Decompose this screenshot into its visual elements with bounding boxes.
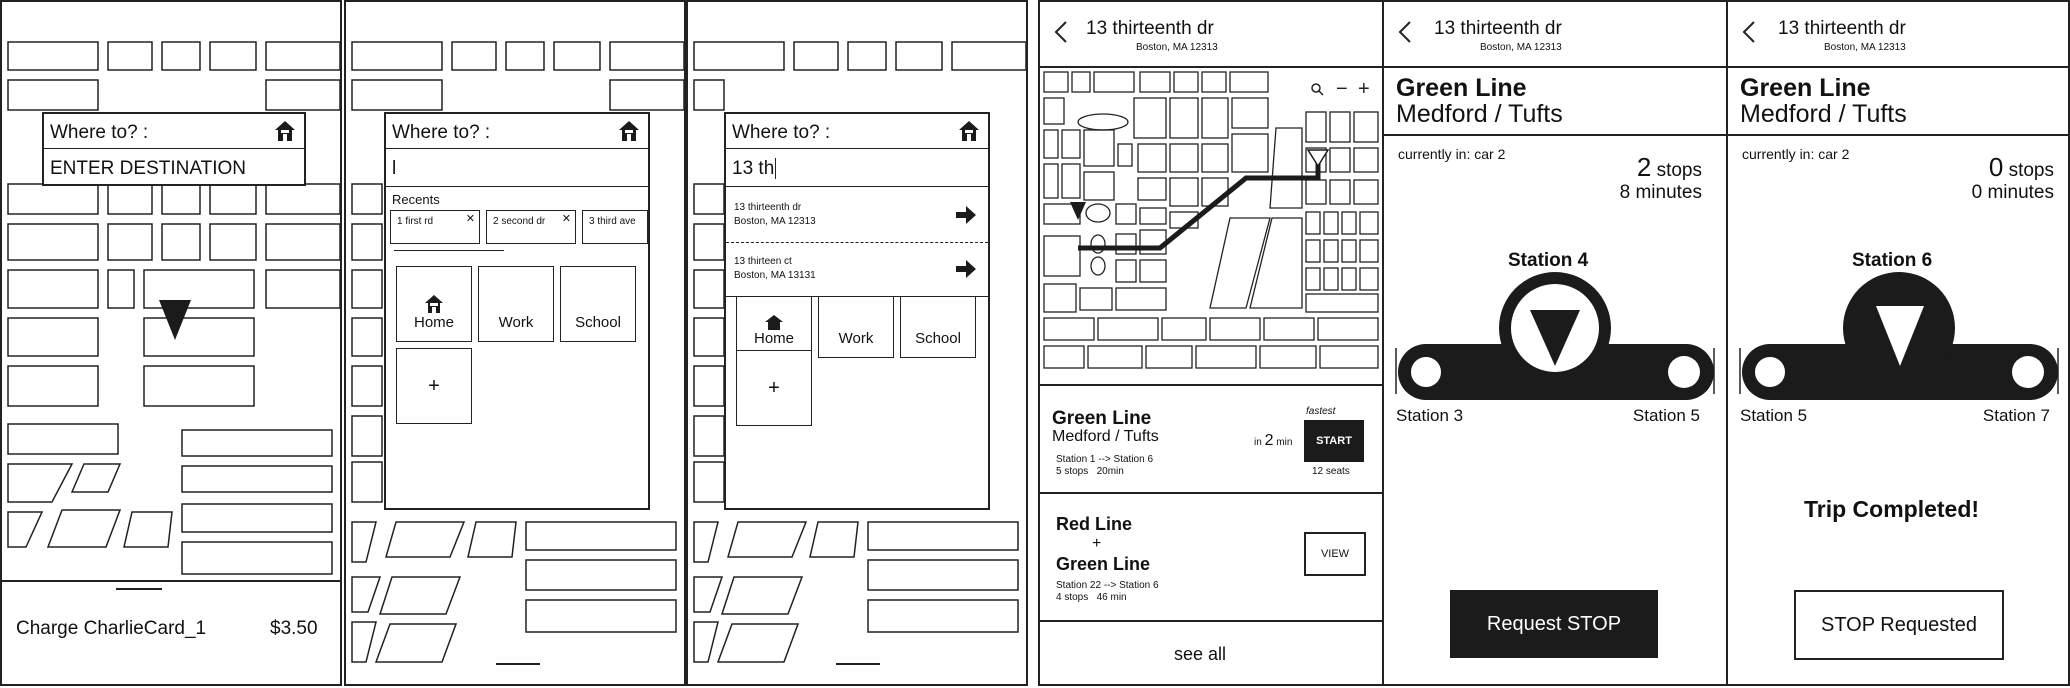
route-stations: Station 1 --> Station 6 (1056, 454, 1154, 465)
add-icon: + (428, 374, 440, 397)
destination-input[interactable]: l (392, 158, 397, 179)
request-stop-label: Request STOP (1486, 612, 1622, 635)
route-line-name: Red Line (1056, 514, 1133, 534)
screen-route-options (1038, 0, 1384, 686)
line-branch: Medford / Tufts (1396, 100, 1563, 128)
screen-trip-in-progress (1382, 0, 1728, 686)
route-option-fastest[interactable] (1040, 384, 1382, 494)
recent-chip-label: 3 third ave (589, 216, 636, 227)
arrival-value: 2 (1264, 432, 1274, 449)
destination-title: 13 thirteenth dr (1434, 18, 1562, 39)
transfer-plus: + (1092, 535, 1102, 552)
location-marker-icon (1070, 202, 1086, 220)
home-icon[interactable] (958, 120, 980, 142)
arrival-unit: min (1276, 437, 1293, 448)
see-all-link[interactable]: see all (1174, 644, 1227, 664)
stops-unit: stops (2008, 160, 2054, 181)
destination-input-value: 13 th (732, 158, 775, 179)
add-icon: + (768, 376, 780, 399)
line-branch: Medford / Tufts (1740, 100, 1907, 128)
stops-value: 0 (1988, 152, 2004, 182)
route-stops-count: 4 stops (1056, 592, 1089, 603)
next-station: Station 5 (1632, 406, 1700, 425)
current-car: currently in: car 2 (1398, 146, 1506, 162)
header (1728, 2, 2068, 68)
route-stops-count: 5 stops (1056, 466, 1089, 477)
home-icon (424, 294, 444, 314)
suggestion-city: Boston, MA 13131 (734, 270, 816, 281)
screen-suggestions (686, 0, 1028, 686)
street-map[interactable] (2, 2, 340, 580)
view-button[interactable] (1304, 532, 1366, 576)
shortcut-home[interactable] (396, 266, 472, 342)
arrival-time (1254, 432, 1292, 450)
line-name: Green Line (1396, 74, 1527, 102)
route-stops (1056, 592, 1127, 603)
route-stops (1056, 466, 1124, 477)
current-car: currently in: car 2 (1742, 146, 1850, 162)
charge-label: Charge CharlieCard_1 (16, 618, 207, 639)
recent-chip[interactable] (390, 210, 480, 244)
next-station-dot (1668, 356, 1700, 388)
recent-chip-label: 1 first rd (397, 216, 434, 227)
recent-chip[interactable] (582, 210, 648, 244)
suggestion-city: Boston, MA 12313 (734, 216, 816, 227)
screen-recents (344, 0, 686, 686)
route-map[interactable] (1040, 68, 1382, 384)
destination-marker-icon (1308, 150, 1328, 166)
screen-destination-entry (0, 0, 342, 686)
where-to-label: Where to? : (392, 122, 491, 143)
progress-track (1728, 272, 2068, 408)
shortcut-work[interactable] (478, 266, 554, 342)
stop-requested-label: STOP Requested (1820, 613, 1978, 636)
current-station: Station 4 (1508, 250, 1589, 271)
search-panel (724, 112, 990, 510)
stops-unit: stops (1656, 160, 1702, 181)
shortcut-label: Work (838, 330, 874, 347)
minutes-remaining: 8 minutes (1619, 182, 1702, 203)
bottom-sheet (2, 580, 340, 686)
shortcut-school[interactable] (900, 296, 976, 358)
back-chevron-icon[interactable] (1054, 20, 1068, 44)
view-button-label: VIEW (1320, 548, 1350, 560)
route-stations: Station 22 --> Station 6 (1056, 580, 1159, 591)
recent-chip[interactable] (486, 210, 576, 244)
shortcut-label: School (915, 330, 961, 347)
location-marker-icon (159, 300, 191, 340)
shortcut-label: School (575, 314, 621, 331)
destination-title: 13 thirteenth dr (1778, 18, 1906, 39)
previous-station: Station 5 (1740, 406, 1808, 425)
arrival-prefix: in (1254, 437, 1262, 448)
request-stop-button[interactable] (1450, 590, 1658, 658)
destination-subtitle: Boston, MA 12313 (1824, 42, 1906, 53)
suggestion-street: 13 thirteen ct (734, 256, 792, 267)
back-chevron-icon[interactable] (1398, 20, 1412, 44)
destination-subtitle: Boston, MA 12313 (1136, 42, 1218, 53)
shortcut-label: Home (413, 314, 454, 331)
search-panel (384, 112, 650, 510)
route-option-transfer[interactable] (1040, 490, 1382, 622)
screen-trip-completed (1726, 0, 2070, 686)
route-line-name: Green Line (1052, 408, 1152, 429)
shortcut-label: Work (498, 314, 534, 331)
stop-requested-button[interactable] (1794, 590, 2004, 660)
drag-handle[interactable] (116, 588, 162, 590)
fastest-label: fastest (1306, 406, 1336, 417)
shortcut-school[interactable] (560, 266, 636, 342)
arrow-right-icon[interactable] (956, 206, 976, 224)
where-to-label: Where to? : (50, 122, 149, 143)
where-to-card (42, 112, 306, 186)
next-station: Station 7 (1982, 406, 2050, 425)
suggestion-street: 13 thirteenth dr (734, 202, 802, 213)
recent-chip-label: 2 second dr (493, 216, 546, 227)
minutes-remaining: 0 minutes (1971, 182, 2054, 203)
trip-completed-message: Trip Completed! (1804, 496, 1980, 522)
suggestion-item[interactable] (726, 242, 988, 297)
add-shortcut-button[interactable] (736, 350, 812, 426)
previous-station: Station 3 (1396, 406, 1464, 425)
start-button[interactable] (1304, 420, 1364, 462)
clear-x-icon[interactable]: ✕ (561, 213, 571, 225)
charge-amount: $3.50 (270, 618, 318, 639)
zoom-in-button: + (1358, 78, 1370, 100)
seats-available: 12 seats (1312, 466, 1350, 477)
current-station: Station 6 (1852, 250, 1933, 271)
stops-value: 2 (1636, 152, 1652, 182)
destination-input[interactable]: ENTER DESTINATION (50, 158, 246, 179)
prev-station-dot (1754, 356, 1786, 388)
clear-x-icon[interactable]: ✕ (465, 213, 475, 225)
where-to-label: Where to? : (732, 122, 831, 143)
destination-title: 13 thirteenth dr (1086, 18, 1214, 39)
line-name: Green Line (1740, 74, 1871, 102)
destination-subtitle: Boston, MA 12313 (1480, 42, 1562, 53)
start-button-label: START (1316, 435, 1352, 447)
progress-track (1384, 272, 1726, 408)
home-icon[interactable] (274, 120, 296, 142)
header (1040, 2, 1382, 68)
suggestion-item[interactable] (726, 188, 988, 243)
stops-remaining (1989, 152, 2054, 183)
text-cursor (775, 158, 776, 179)
zoom-out-button: − (1336, 78, 1348, 100)
back-chevron-icon[interactable] (1742, 20, 1756, 44)
arrow-right-icon[interactable] (956, 260, 976, 278)
route-duration: 20min (1096, 466, 1124, 477)
destination-input[interactable] (732, 158, 776, 180)
stops-remaining (1637, 152, 1702, 183)
next-station-dot (2012, 356, 2044, 388)
header (1384, 2, 1726, 68)
home-icon[interactable] (618, 120, 640, 142)
route-duration: 46 min (1096, 592, 1127, 603)
add-shortcut-button[interactable] (396, 348, 472, 424)
route-branch: Medford / Tufts (1052, 428, 1159, 445)
shortcut-label: Home (753, 330, 794, 347)
shortcut-home[interactable] (736, 296, 812, 358)
home-icon (764, 314, 784, 330)
prev-station-dot (1410, 356, 1442, 388)
route-line-name: Green Line (1056, 554, 1151, 574)
recents-label: Recents (392, 192, 440, 207)
shortcut-work[interactable] (818, 296, 894, 358)
